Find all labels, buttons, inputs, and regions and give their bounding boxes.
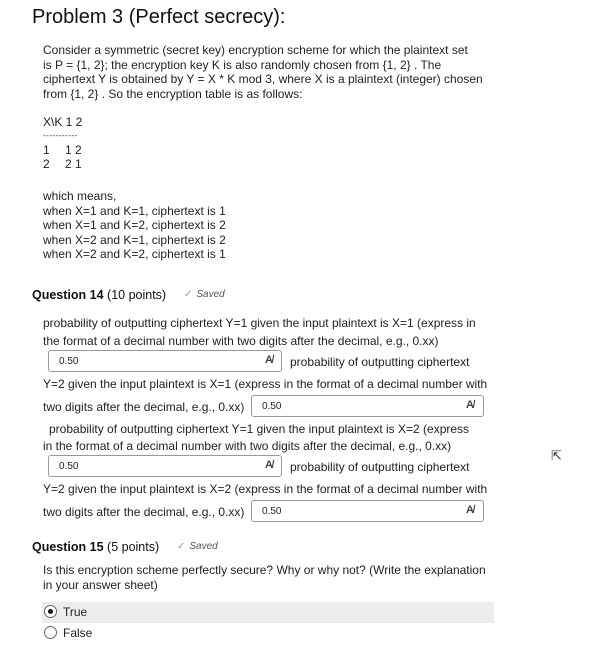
intro-line: is P = {1, 2}; the encryption key K is also randomly chosen from {1, 2} . The	[43, 57, 442, 72]
intro-line: Consider a symmetric (secret key) encryption scheme for which the plaintext set	[43, 43, 468, 57]
means-line: when X=2 and K=1, ciphertext is 2	[43, 232, 226, 247]
question-points: (5 points)	[107, 540, 160, 554]
radio-icon[interactable]	[44, 626, 57, 639]
table-row-values: 1 2	[65, 143, 82, 157]
answer-input-1[interactable]: 0.50	[48, 350, 282, 372]
question-text: in the format of a decimal number with two digits after the decimal, e.g., 0.xx)	[43, 439, 452, 453]
spellcheck-icon[interactable]: A̸	[466, 399, 474, 411]
spellcheck-icon[interactable]: A̸	[265, 354, 273, 366]
table-row-values: 2 1	[65, 157, 82, 171]
answer-input-2[interactable]: 0.50	[251, 395, 484, 417]
table-separator: -----------	[43, 131, 78, 140]
question-text: Y=2 given the input plaintext is X=1 (express in the format of a decimal number with	[43, 377, 488, 391]
question-text: two digits after the decimal, e.g., 0.xx)	[43, 400, 245, 414]
means-line: which means,	[43, 189, 117, 203]
table-header: X\K 1 2	[43, 115, 83, 129]
question-label: Question 15	[32, 540, 104, 554]
question-text: probability of outputting ciphertext Y=1 given the input plaintext is X=2 (express	[49, 422, 470, 436]
check-icon: ✓	[184, 289, 193, 300]
saved-status	[184, 289, 225, 300]
table-row-key: 1	[43, 143, 50, 157]
check-icon: ✓	[177, 541, 186, 552]
table-row-key: 2	[43, 157, 50, 171]
answer-input-3[interactable]: 0.50	[48, 455, 282, 477]
mouse-cursor-icon: ⇱	[551, 448, 562, 463]
question-label: Question 14	[32, 288, 104, 302]
intro-text	[43, 43, 483, 101]
means-text	[43, 189, 226, 262]
spellcheck-icon[interactable]: A̸	[466, 504, 474, 516]
spellcheck-icon[interactable]: A̸	[265, 459, 273, 471]
option-true[interactable]	[42, 602, 494, 623]
intro-line: from {1, 2} . So the encryption table is as follows:	[43, 86, 303, 101]
means-line: when X=1 and K=1, ciphertext is 1	[43, 203, 226, 218]
question-text: Is this encryption scheme perfectly secure? Why or why not? (Write the explanation	[43, 563, 486, 577]
question-text: the format of a decimal number with two digits after the decimal, e.g., 0.xx)	[43, 334, 439, 348]
question-text: probability of outputting ciphertext	[290, 355, 470, 369]
question-text: in your answer sheet)	[43, 578, 158, 592]
answer-input-4[interactable]: 0.50	[251, 500, 484, 522]
question-text: two digits after the decimal, e.g., 0.xx)	[43, 505, 245, 519]
question-text: Y=2 given the input plaintext is X=2 (express in the format of a decimal number with	[43, 482, 488, 496]
question-text: probability of outputting ciphertext	[290, 460, 470, 474]
problem-title: Problem 3 (Perfect secrecy):	[32, 6, 286, 28]
saved-label: Saved	[196, 289, 225, 300]
saved-status	[177, 541, 218, 552]
means-line: when X=1 and K=2, ciphertext is 2	[43, 218, 226, 232]
question-15-heading	[32, 540, 159, 554]
saved-label: Saved	[189, 541, 218, 552]
radio-selected-icon[interactable]	[44, 605, 57, 618]
option-false[interactable]	[42, 623, 494, 644]
question-points: (10 points)	[107, 288, 167, 302]
intro-line: ciphertext Y is obtained by Y = X * K mod 3, where X is a plaintext (integer) chosen	[43, 72, 483, 86]
means-line: when X=2 and K=2, ciphertext is 1	[43, 247, 226, 261]
option-label: True	[63, 605, 88, 619]
question-text: probability of outputting ciphertext Y=1 given the input plaintext is X=1 (express in	[43, 316, 476, 330]
option-label: False	[63, 626, 93, 640]
question-14-heading	[32, 288, 166, 302]
